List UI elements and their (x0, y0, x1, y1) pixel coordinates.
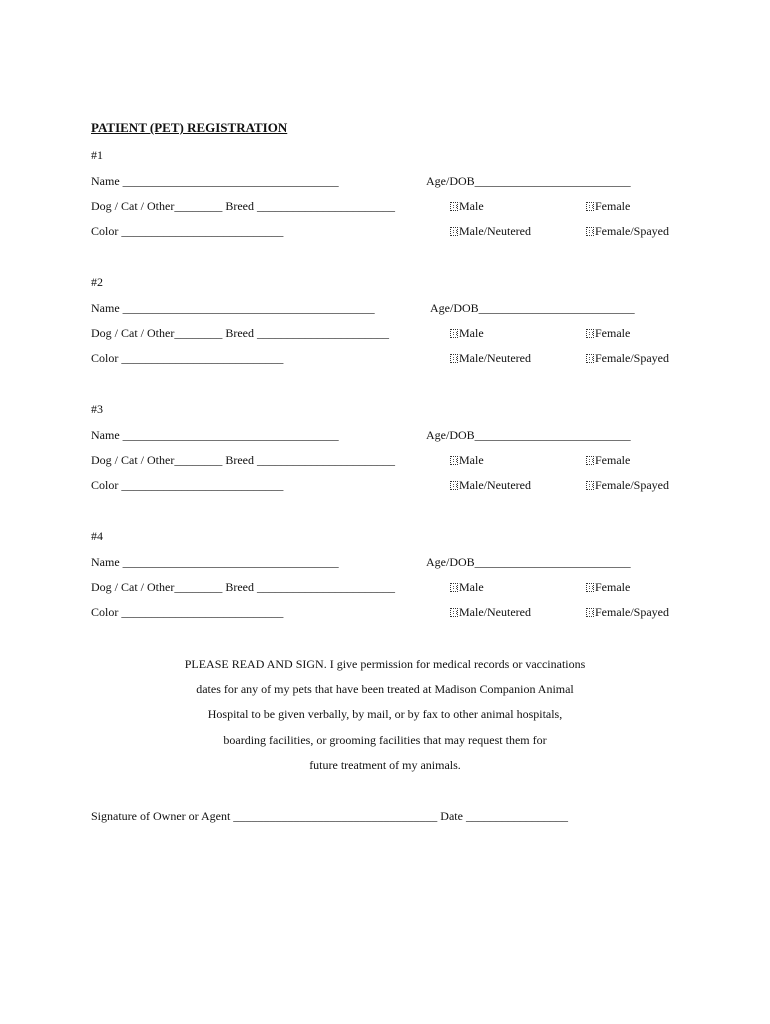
age-dob-field[interactable]: Age/DOB__________________________ (426, 174, 631, 188)
male-neutered-label: Male/Neutered (459, 478, 531, 492)
male-neutered-label: Male/Neutered (459, 351, 531, 365)
checkbox-icon[interactable] (586, 227, 594, 236)
consent-line: PLEASE READ AND SIGN. I give permission for medical records or vaccinations (184, 657, 586, 671)
pet-number: #2 (91, 275, 103, 289)
male-option[interactable] (450, 580, 484, 594)
checkbox-icon[interactable] (450, 354, 458, 363)
male-label: Male (459, 199, 484, 213)
color-field[interactable]: Color ___________________________ (91, 224, 284, 238)
female-spayed-label: Female/Spayed (595, 351, 669, 365)
female-label: Female (595, 326, 631, 340)
male-neutered-option[interactable] (450, 605, 531, 619)
checkbox-icon[interactable] (586, 202, 594, 211)
male-neutered-label: Male/Neutered (459, 224, 531, 238)
male-label: Male (459, 453, 484, 467)
species-breed-field[interactable]: Dog / Cat / Other________ Breed _______________________ (91, 199, 395, 213)
female-option[interactable] (586, 326, 630, 340)
checkbox-icon[interactable] (450, 202, 458, 211)
male-label: Male (459, 580, 484, 594)
page-title: PATIENT (PET) REGISTRATION (91, 120, 288, 135)
male-neutered-option[interactable] (450, 224, 531, 238)
female-label: Female (595, 453, 631, 467)
color-field[interactable]: Color ___________________________ (91, 478, 284, 492)
name-field[interactable]: Name __________________________________________ (91, 301, 375, 315)
age-dob-field[interactable]: Age/DOB__________________________ (426, 428, 631, 442)
checkbox-icon[interactable] (586, 608, 594, 617)
female-spayed-option[interactable] (586, 351, 669, 365)
female-spayed-option[interactable] (586, 605, 669, 619)
age-dob-field[interactable]: Age/DOB__________________________ (430, 301, 635, 315)
pet-number: #3 (91, 402, 103, 416)
checkbox-icon[interactable] (586, 583, 594, 592)
female-option[interactable] (586, 199, 630, 213)
checkbox-icon[interactable] (450, 456, 458, 465)
species-breed-field[interactable]: Dog / Cat / Other________ Breed ______________________ (91, 326, 389, 340)
consent-line: Hospital to be given verbally, by mail, or by fax to other animal hospitals, (207, 707, 563, 721)
signature-date-field[interactable]: Signature of Owner or Agent __________________________________ Date _________________ (91, 809, 568, 823)
female-label: Female (595, 199, 631, 213)
checkbox-icon[interactable] (586, 329, 594, 338)
checkbox-icon[interactable] (450, 227, 458, 236)
female-label: Female (595, 580, 631, 594)
checkbox-icon[interactable] (586, 456, 594, 465)
name-field[interactable]: Name ____________________________________ (91, 174, 339, 188)
female-option[interactable] (586, 453, 630, 467)
age-dob-field[interactable]: Age/DOB__________________________ (426, 555, 631, 569)
checkbox-icon[interactable] (450, 481, 458, 490)
pet-number: #4 (91, 529, 103, 543)
male-label: Male (459, 326, 484, 340)
color-field[interactable]: Color ___________________________ (91, 605, 284, 619)
name-field[interactable]: Name ____________________________________ (91, 428, 339, 442)
consent-line: boarding facilities, or grooming facilities that may request them for (223, 733, 547, 747)
checkbox-icon[interactable] (450, 608, 458, 617)
checkbox-icon[interactable] (450, 583, 458, 592)
checkbox-icon[interactable] (450, 329, 458, 338)
male-option[interactable] (450, 326, 484, 340)
species-breed-field[interactable]: Dog / Cat / Other________ Breed _______________________ (91, 580, 395, 594)
male-option[interactable] (450, 453, 484, 467)
color-field[interactable]: Color ___________________________ (91, 351, 284, 365)
female-spayed-option[interactable] (586, 478, 669, 492)
male-neutered-option[interactable] (450, 351, 531, 365)
male-neutered-label: Male/Neutered (459, 605, 531, 619)
female-spayed-label: Female/Spayed (595, 605, 669, 619)
female-spayed-label: Female/Spayed (595, 224, 669, 238)
checkbox-icon[interactable] (586, 481, 594, 490)
male-option[interactable] (450, 199, 484, 213)
checkbox-icon[interactable] (586, 354, 594, 363)
species-breed-field[interactable]: Dog / Cat / Other________ Breed _______________________ (91, 453, 395, 467)
consent-line: future treatment of my animals. (309, 758, 461, 772)
female-option[interactable] (586, 580, 630, 594)
name-field[interactable]: Name ____________________________________ (91, 555, 339, 569)
female-spayed-label: Female/Spayed (595, 478, 669, 492)
consent-line: dates for any of my pets that have been treated at Madison Companion Animal (196, 682, 574, 696)
female-spayed-option[interactable] (586, 224, 669, 238)
pet-number: #1 (91, 148, 103, 162)
male-neutered-option[interactable] (450, 478, 531, 492)
